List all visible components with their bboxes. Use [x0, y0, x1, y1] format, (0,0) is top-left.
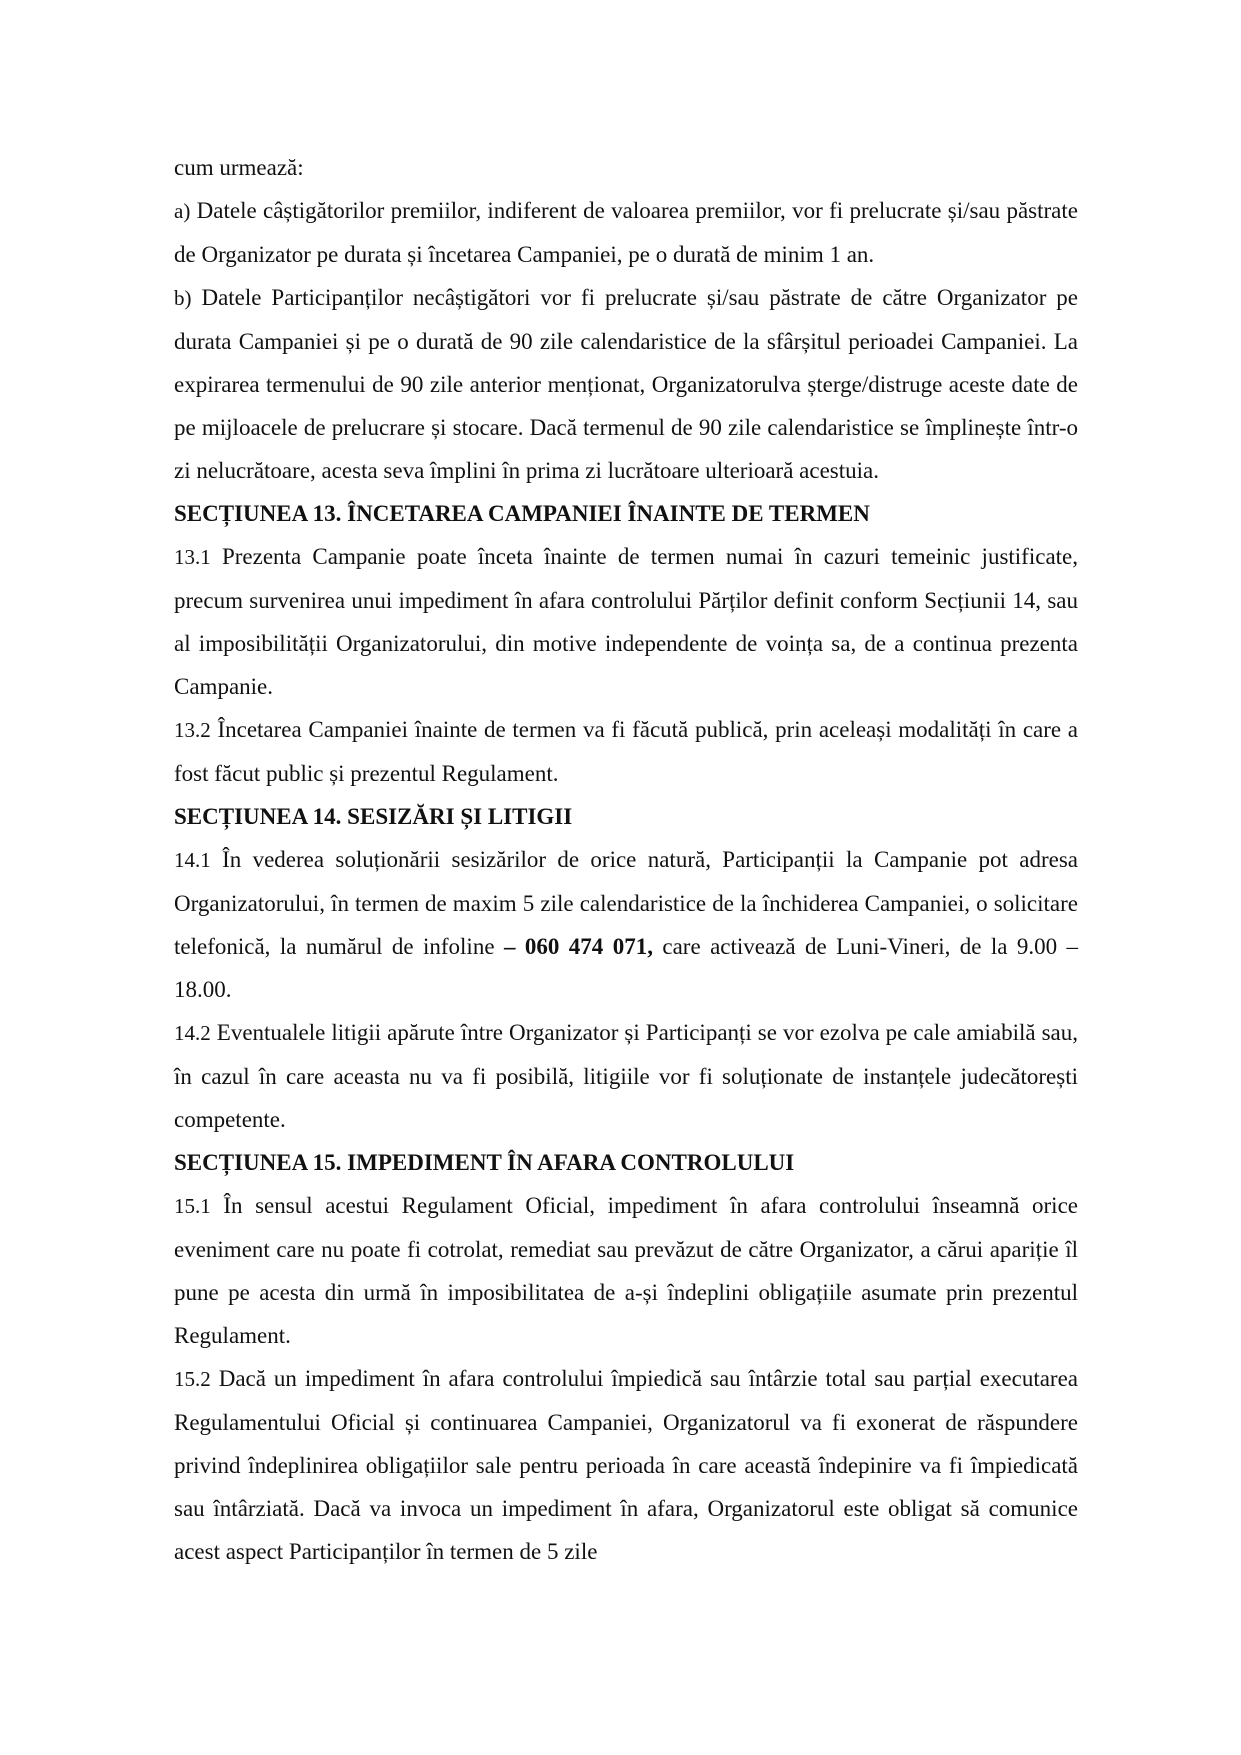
- paragraph-14-1-number: 14.1: [174, 848, 211, 872]
- paragraph-14-2-number: 14.2: [174, 1021, 211, 1045]
- intro-line: cum urmează:: [174, 155, 304, 180]
- paragraph-14-1-text-end: care activează de Luni-Vineri, de la 9.00 – 18.00.: [174, 934, 1079, 1002]
- list-item-b: [174, 276, 1078, 492]
- paragraph-15-2-number: 15.2: [174, 1367, 211, 1391]
- paragraph-13-1-number: 13.1: [174, 545, 211, 569]
- paragraph-15-2: [174, 1357, 1078, 1573]
- list-item-a: [174, 189, 1078, 276]
- infoline-phone-number: – 060 474 071,: [503, 934, 653, 959]
- paragraph-14-2: [174, 1011, 1078, 1141]
- paragraph-13-2-text: Încetarea Campaniei înainte de termen va fi făcută publică, prin aceleași modalități în care a fost făcut public și prezentul Regulament.: [174, 717, 1079, 786]
- paragraph-14-1-text: În vederea soluționării sesizărilor de orice natură, Participanții la Campanie pot adresa Organizatorului, în termen de maxim 5 zile calendaristice de la închiderea Campaniei, o solicitare telefonică, la numărul de infoline: [174, 847, 1079, 959]
- paragraph-15-2-text: Dacă un impediment în afara controlului împiedică sau întârzie total sau parțial executarea Regulamentului Oficial și continuarea Campaniei, Organizatorul va fi exonerat de răspundere privind îndeplinirea obligațiilor sale pentru perioada în care această îndepinire va fi împiedicată sau întârziată. Dacă va invoca un impediment în afara, Organizatorul este obligat să comunice acest aspect Participanților în termen de 5 zile: [174, 1366, 1078, 1564]
- list-item-a-label: a): [174, 199, 191, 223]
- paragraph-13-1-text: Prezenta Campanie poate înceta înainte de termen numai în cazuri temeinic justificate, precum survenirea unui impediment în afara controlului Părților definit conform Secțiunii 14, sau al imposibilității Organizatorului, din motive independente de voința sa, de a continua prezenta Campanie.: [174, 544, 1078, 699]
- section-13-heading: SECȚIUNEA 13. ÎNCETAREA CAMPANIEI ÎNAINTE DE TERMEN: [174, 501, 870, 526]
- list-item-b-text: Datele Participanților necâștigători vor fi prelucrate și/sau păstrate de către Organizator pe durata Campaniei și pe o durată de 90 zile calendaristice de la sfârșitul perioadei Campaniei. La expirarea termenului de 90 zile anterior menționat, Organizatorulva șterge/distruge aceste date de pe mijloacele de prelucrare și stocare. Dacă termenul de 90 zile calendaristice se împlinește într-o zi nelucrătoare, acesta seva împlini în prima zi lucrătoare ulterioară acestuia.: [174, 285, 1079, 483]
- list-item-a-text: Datele câștigătorilor premiilor, indiferent de valoarea premiilor, vor fi prelucrate și/sau păstrate de Organizator pe durata și încetarea Campaniei, pe o durată de minim 1 an.: [174, 198, 1078, 267]
- document-body: [174, 146, 1078, 1573]
- paragraph-13-1: [174, 535, 1078, 708]
- paragraph-15-1: [174, 1184, 1078, 1357]
- paragraph-15-1-text: În sensul acestui Regulament Oficial, impediment în afara controlului înseamnă orice eveniment care nu poate fi cotrolat, remediat sau prevăzut de către Organizator, a cărui apariție îl pune pe acesta din urmă în imposibilitatea de a-și îndeplini obligațiile asumate prin prezentul Regulament.: [174, 1193, 1078, 1348]
- paragraph-13-2: [174, 708, 1078, 795]
- paragraph-13-2-number: 13.2: [174, 718, 211, 742]
- section-14-heading: SECȚIUNEA 14. SESIZĂRI ȘI LITIGII: [174, 804, 573, 829]
- paragraph-14-2-text: Eventualele litigii apărute între Organizator și Participanți se vor ezolva pe cale amiabilă sau, în cazul în care aceasta nu va fi posibilă, litigiile vor fi soluționate de instanțele judecătorești competente.: [174, 1020, 1078, 1132]
- paragraph-15-1-number: 15.1: [174, 1194, 211, 1218]
- section-15-heading: SECȚIUNEA 15. IMPEDIMENT ÎN AFARA CONTROLULUI: [174, 1150, 795, 1175]
- list-item-b-label: b): [174, 286, 192, 310]
- paragraph-14-1: [174, 838, 1078, 1011]
